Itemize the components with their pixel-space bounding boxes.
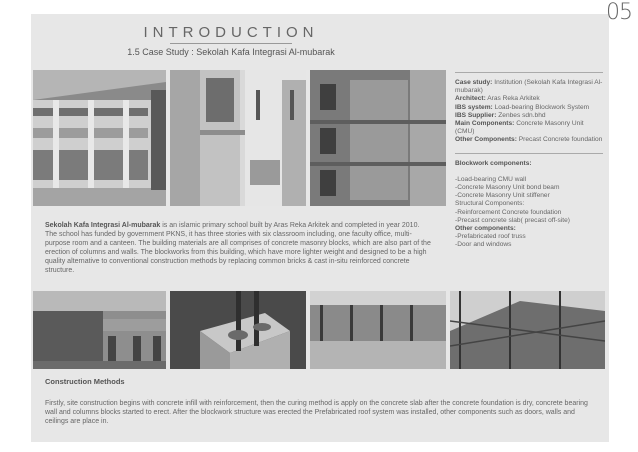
- intro-paragraph: [45, 221, 433, 275]
- architect-value: Aras Reka Arkitek: [487, 95, 540, 103]
- blockwork-item: -Concrete Masonry Unit stiffener: [455, 192, 550, 200]
- blockwork-item: -Concrete Masonry Unit bond beam: [455, 184, 560, 192]
- photo-concrete-block: [170, 291, 306, 369]
- divider: [455, 153, 603, 154]
- case-study-label: Case study:: [455, 79, 493, 86]
- architect-row: [455, 95, 603, 103]
- other-components-row: [455, 136, 603, 144]
- other-components-value: Precast Concrete foundation: [518, 136, 603, 144]
- ibs-system-value: Load-bearing Blockwork System: [494, 103, 590, 111]
- blockwork-item: -Door and windows: [455, 241, 512, 249]
- main-components-value: Concrete Masonry Unit (CMU): [455, 120, 584, 136]
- ibs-system-row: [455, 104, 603, 112]
- blockwork-item: -Reinforcement Concrete foundation: [455, 208, 562, 216]
- ibs-supplier-value: Zenbes sdn.bhd: [498, 111, 546, 119]
- ibs-supplier-label: IBS Supplier:: [455, 111, 497, 119]
- construction-methods-text: Firstly, site construction begins with concrete infill with reinforcement, then the curing method is apply on the concrete slab after the concrete foundation is dry, concrete bearing wall and columns blocks started to erect. After the blockwork structure was erected the Prefabricated roof system was installed, other components such as doors, walls and ceilings are place in.: [45, 400, 588, 425]
- photo-block-wall-construction: [310, 291, 446, 369]
- construction-methods-heading: Construction Methods: [45, 377, 125, 386]
- blockwork-item: -Precast concrete slab( precast off-site): [455, 216, 570, 224]
- divider: [455, 72, 603, 73]
- main-components-row: [455, 120, 603, 136]
- other-components-label: Other Components:: [455, 136, 517, 144]
- title-underline: [170, 43, 292, 44]
- blockwork-item: -Prefabricated roof truss: [455, 233, 526, 241]
- spacer: [455, 168, 603, 176]
- blockwork-heading: Blockwork components:: [455, 159, 532, 167]
- blockwork-item: Other components:: [455, 225, 516, 233]
- main-components-label: Main Components:: [455, 120, 515, 128]
- case-study-row: [455, 79, 603, 95]
- photo-roof-truss: [450, 291, 605, 369]
- photo-construction-frame: [33, 291, 166, 369]
- ibs-system-label: IBS system:: [455, 103, 493, 111]
- architect-label: Architect:: [455, 95, 486, 103]
- ibs-supplier-row: [455, 112, 603, 120]
- photo-school-exterior: [33, 70, 166, 206]
- project-info-panel: [455, 72, 603, 250]
- page-number: 05: [606, 0, 632, 25]
- school-name: Sekolah Kafa Integrasi Al-mubarak: [45, 222, 161, 229]
- page-subtitle: 1.5 Case Study : Sekolah Kafa Integrasi Al-mubarak: [127, 47, 335, 57]
- blockwork-item: Structural Components:: [455, 200, 525, 208]
- photo-school-facade: [170, 70, 306, 206]
- case-study-value: Institution (Sekolah Kafa Integrasi Al-mubarak): [455, 79, 603, 95]
- intro-body: is an islamic primary school built by Aras Reka Arkitek and completed in year 2010. The school has funded by government PKNS, it has three stories with six classroom including, one faculty office, multi-purpose room and a canteen. The building materials are all comprises of concrete masonry blocks, which are also part of the erection of columns and walls. The blockworks from this building, which have more lighter weight and designed to be a high quality alternative to conventional construction methods by replacing common bricks & cast in-situ reinforced concrete structure.: [45, 222, 431, 274]
- photo-blockwork-wall: [310, 70, 446, 206]
- blockwork-item: -Load-bearing CMU wall: [455, 175, 527, 183]
- page-title: INTRODUCTION: [143, 24, 319, 41]
